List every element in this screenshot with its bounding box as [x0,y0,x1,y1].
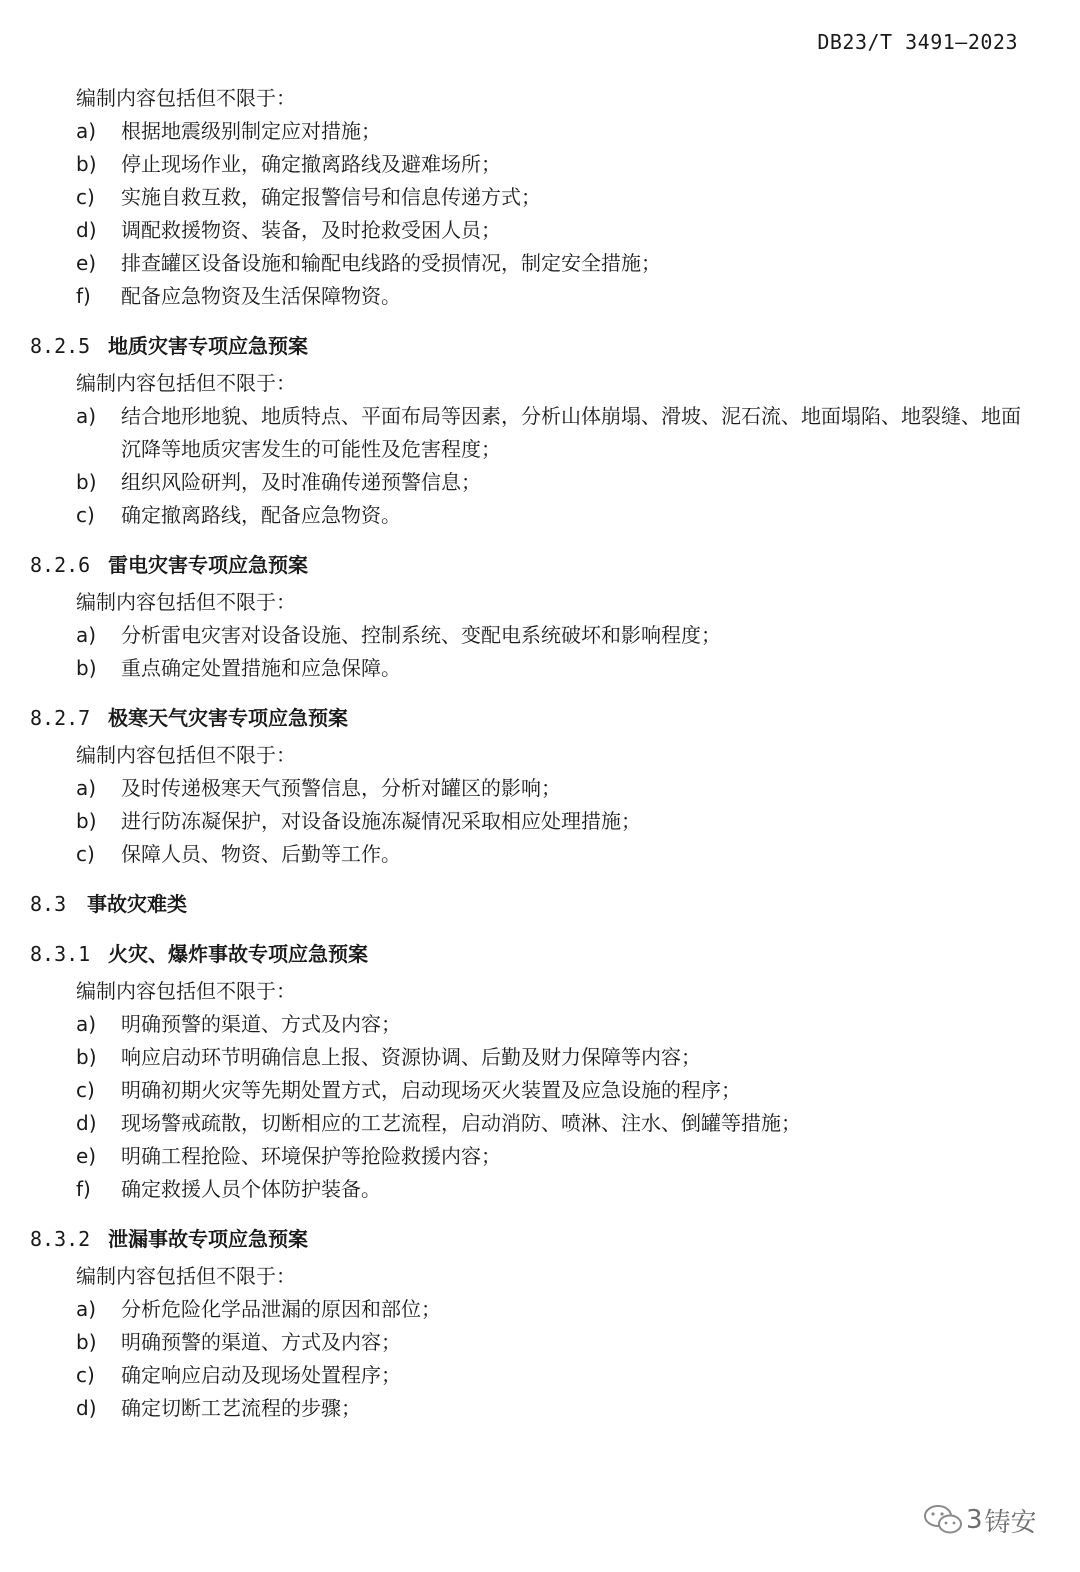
list-item [0,181,1080,214]
list-text: 重点确定处置措施和应急保障。 [121,656,401,680]
list-marker: f) [76,284,91,308]
list-marker: c) [76,1363,95,1387]
list-text: 确定救援人员个体防护装备。 [121,1177,381,1201]
list-item [0,400,1080,466]
list-item [0,280,1080,313]
section-intro: 编制内容包括但不限于： [76,86,296,110]
section-title: 泄漏事故专项应急预案 [108,1227,308,1251]
list-marker: a) [76,1012,97,1036]
list-item [0,1293,1080,1326]
list-text: 明确初期火灾等先期处置方式，启动现场灭火装置及应急设施的程序； [121,1078,741,1102]
list-marker: d) [76,1396,97,1420]
list-item [0,499,1080,532]
list-item [0,805,1080,838]
list-text: 根据地震级别制定应对措施； [121,119,381,143]
list-marker: c) [76,842,95,866]
list-marker: e) [76,1144,97,1168]
list-text: 分析危险化学品泄漏的原因和部位； [121,1297,441,1321]
section-heading [30,938,1080,971]
list-item [0,652,1080,685]
section-8-3-2 [0,1223,1080,1425]
list-text: 明确工程抢险、环境保护等抢险救援内容； [121,1144,501,1168]
section-title: 极寒天气灾害专项应急预案 [108,706,348,730]
list-item [0,838,1080,871]
section-number: 8.2.7 [30,706,91,730]
section-intro: 编制内容包括但不限于： [76,1264,296,1288]
document-body [0,82,1080,1425]
list-marker: b) [76,1330,97,1354]
list-text: 明确预警的渠道、方式及内容； [121,1330,401,1354]
section-number: 8.2.6 [30,553,91,577]
list-text: 停止现场作业，确定撤离路线及避难场所； [121,152,501,176]
watermark-page-number: 3 [966,1505,983,1535]
list-text: 配备应急物资及生活保障物资。 [121,284,401,308]
section-heading [30,702,1080,735]
list-marker: c) [76,1078,95,1102]
wechat-icon [922,1502,964,1538]
section-8-3 [0,888,1080,921]
list-marker: d) [76,218,97,242]
list-text: 实施自救互救，确定报警信号和信息传递方式； [121,185,541,209]
watermark-text: 铸安 [984,1507,1037,1538]
list-text: 现场警戒疏散，切断相应的工艺流程，启动消防、喷淋、注水、倒罐等措施； [121,1111,801,1135]
list-item [0,1392,1080,1425]
list-marker: b) [76,656,97,680]
section-number: 8.2.5 [30,334,91,358]
list-item [0,1326,1080,1359]
list-text: 及时传递极寒天气预警信息，分析对罐区的影响； [121,776,561,800]
section-heading [30,1223,1080,1256]
list-item [0,772,1080,805]
section-intro: 编制内容包括但不限于： [76,743,296,767]
list-marker: e) [76,251,97,275]
list-text: 保障人员、物资、后勤等工作。 [121,842,401,866]
list-text: 调配救援物资、装备，及时抢救受困人员； [121,218,501,242]
list-text: 排查罐区设备设施和输配电线路的受损情况，制定安全措施； [121,251,661,275]
section-intro: 编制内容包括但不限于： [76,590,296,614]
list-marker: a) [76,1297,97,1321]
list-item [0,247,1080,280]
document-code: DB23/T 3491—2023 [817,30,1018,54]
list-item [0,619,1080,652]
section-8-2-5 [0,330,1080,532]
list-text: 确定撤离路线，配备应急物资。 [121,503,401,527]
section-title: 雷电灾害专项应急预案 [108,553,308,577]
list-item [0,115,1080,148]
section-title: 地质灾害专项应急预案 [108,334,308,358]
section-heading [30,888,1080,921]
section-number: 8.3.2 [30,1227,91,1251]
list-marker: a) [76,404,97,428]
list-item [0,148,1080,181]
list-marker: c) [76,185,95,209]
list-text: 确定切断工艺流程的步骤； [121,1396,361,1420]
section-8-3-1 [0,938,1080,1206]
list-item [0,1074,1080,1107]
list-item [0,1008,1080,1041]
section-intro-top [0,82,1080,313]
list-text: 结合地形地貌、地质特点、平面布局等因素，分析山体崩塌、滑坡、泥石流、地面塌陷、地裂缝、地面沉降等地质灾害发生的可能性及危害程度； [121,404,1021,461]
watermark [922,1500,1052,1540]
list-item [0,466,1080,499]
list-text: 进行防冻凝保护，对设备设施冻凝情况采取相应处理措施； [121,809,641,833]
section-8-2-7 [0,702,1080,871]
list-marker: b) [76,470,97,494]
section-8-2-6 [0,549,1080,685]
list-item [0,1359,1080,1392]
list-text: 组织风险研判，及时准确传递预警信息； [121,470,481,494]
list-marker: f) [76,1177,91,1201]
list-item [0,1041,1080,1074]
list-item [0,1173,1080,1206]
section-intro: 编制内容包括但不限于： [76,979,296,1003]
list-marker: b) [76,1045,97,1069]
section-intro: 编制内容包括但不限于： [76,371,296,395]
list-marker: a) [76,119,97,143]
list-item [0,214,1080,247]
list-marker: a) [76,623,97,647]
list-text: 分析雷电灾害对设备设施、控制系统、变配电系统破坏和影响程度； [121,623,721,647]
section-number: 8.3 [30,892,67,916]
list-marker: b) [76,809,97,833]
list-text: 明确预警的渠道、方式及内容； [121,1012,401,1036]
list-marker: d) [76,1111,97,1135]
list-marker: b) [76,152,97,176]
section-number: 8.3.1 [30,942,91,966]
section-heading [30,330,1080,363]
list-marker: a) [76,776,97,800]
list-marker: c) [76,503,95,527]
section-heading [30,549,1080,582]
section-title: 火灾、爆炸事故专项应急预案 [108,942,368,966]
list-text: 响应启动环节明确信息上报、资源协调、后勤及财力保障等内容； [121,1045,701,1069]
list-item [0,1140,1080,1173]
list-text: 确定响应启动及现场处置程序； [121,1363,401,1387]
list-item [0,1107,1080,1140]
section-title: 事故灾难类 [87,892,187,916]
